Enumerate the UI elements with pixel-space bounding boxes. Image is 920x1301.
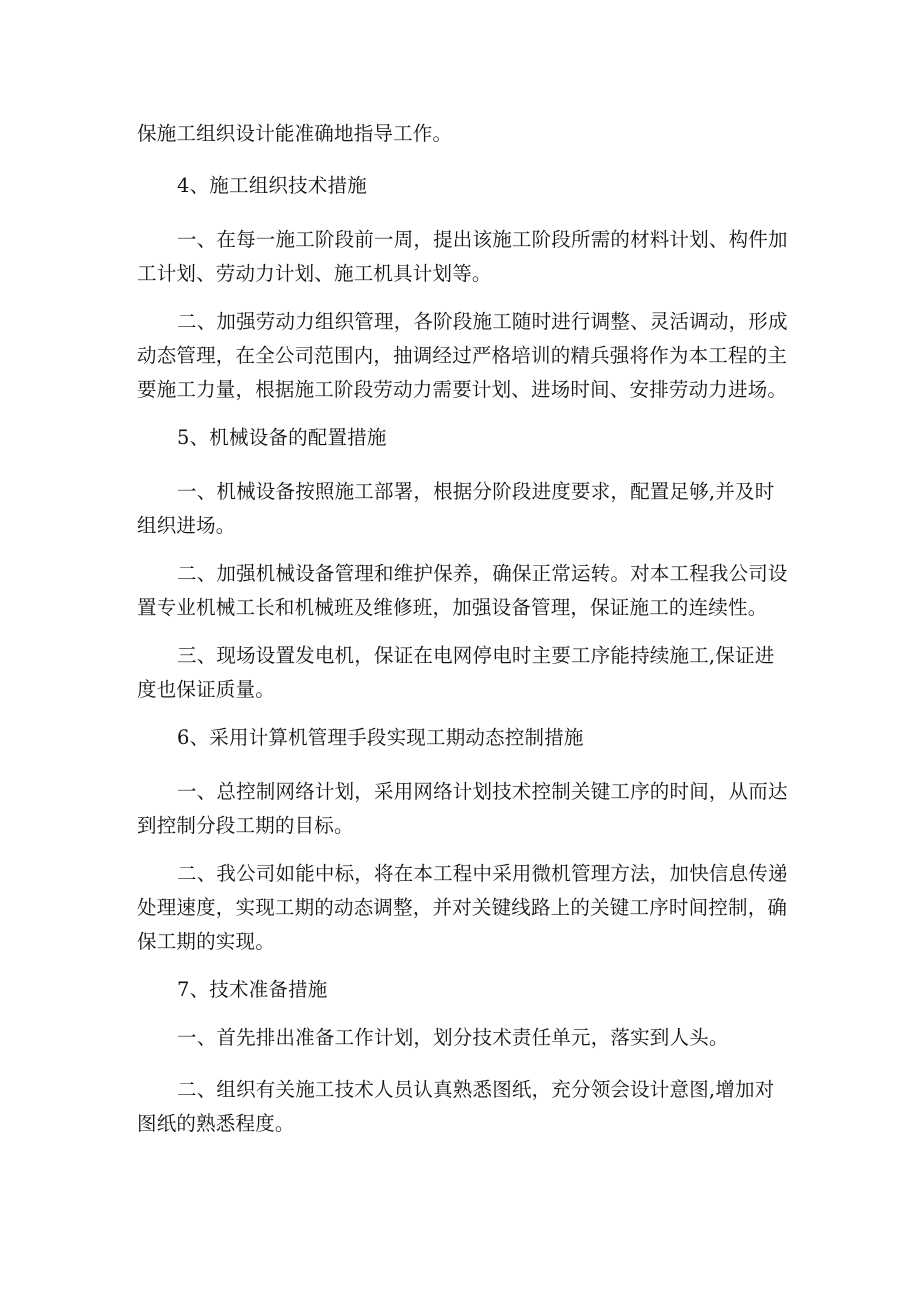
paragraph-line: 处理速度，实现工期的动态调整，并对关键线路上的关键工序时间控制，确 <box>137 896 788 919</box>
paragraph <box>137 1073 807 1141</box>
paragraph-line: 三、现场设置发电机，保证在电网停电时主要工序能持续施工,保证进 <box>177 644 775 667</box>
paragraph <box>137 223 807 291</box>
paragraph <box>137 1021 807 1055</box>
paragraph-line: 保工期的实现。 <box>137 930 275 953</box>
section-heading-7: 7、技术准备措施 <box>177 978 328 1001</box>
paragraph-line: 组织进场。 <box>137 514 236 537</box>
paragraph <box>137 775 807 843</box>
paragraph <box>137 857 807 959</box>
document-body <box>137 117 807 1141</box>
paragraph <box>137 305 807 407</box>
section-heading-6: 6、采用计算机管理手段实现工期动态控制措施 <box>177 726 584 749</box>
paragraph-line: 一、机械设备按照施工部署，根据分阶段进度要求，配置足够,并及时 <box>177 480 775 503</box>
paragraph-line: 二、加强机械设备管理和维护保养，确保正常运转。对本工程我公司设 <box>177 562 788 585</box>
paragraph-line: 二、加强劳动力组织管理，各阶段施工随时进行调整、灵活调动，形成 <box>177 310 788 333</box>
paragraph-line: 到控制分段工期的目标。 <box>137 814 354 837</box>
section-heading-4: 4、施工组织技术措施 <box>177 174 367 197</box>
paragraph-line: 一、首先排出准备工作计划，划分技术责任单元，落实到人头。 <box>177 1026 729 1049</box>
paragraph-line: 工计划、劳动力计划、施工机具计划等。 <box>137 262 492 285</box>
paragraph-line: 置专业机械工长和机械班及维修班，加强设备管理，保证施工的连续性。 <box>137 596 768 619</box>
continuation-line: 保施工组织设计能准确地指导工作。 <box>137 122 453 145</box>
paragraph-line: 一、在每一施工阶段前一周，提出该施工阶段所需的材料计划、构件加 <box>177 228 788 251</box>
paragraph-line: 二、我公司如能中标，将在本工程中采用微机管理方法，加快信息传递 <box>177 862 788 885</box>
paragraph-line: 一、总控制网络计划，采用网络计划技术控制关键工序的时间，从而达 <box>177 780 788 803</box>
paragraph <box>137 557 807 625</box>
paragraph <box>137 639 807 707</box>
paragraph-line: 图纸的熟悉程度。 <box>137 1112 295 1135</box>
section-heading-5: 5、机械设备的配置措施 <box>177 426 387 449</box>
paragraph-line: 度也保证质量。 <box>137 678 275 701</box>
paragraph-line: 动态管理，在全公司范围内，抽调经过严格培训的精兵强将作为本工程的主 <box>137 344 788 367</box>
paragraph <box>137 475 807 543</box>
paragraph-line: 要施工力量，根据施工阶段劳动力需要计划、进场时间、安排劳动力进场。 <box>137 378 788 401</box>
paragraph-line: 二、组织有关施工技术人员认真熟悉图纸，充分领会设计意图,增加对 <box>177 1078 775 1101</box>
